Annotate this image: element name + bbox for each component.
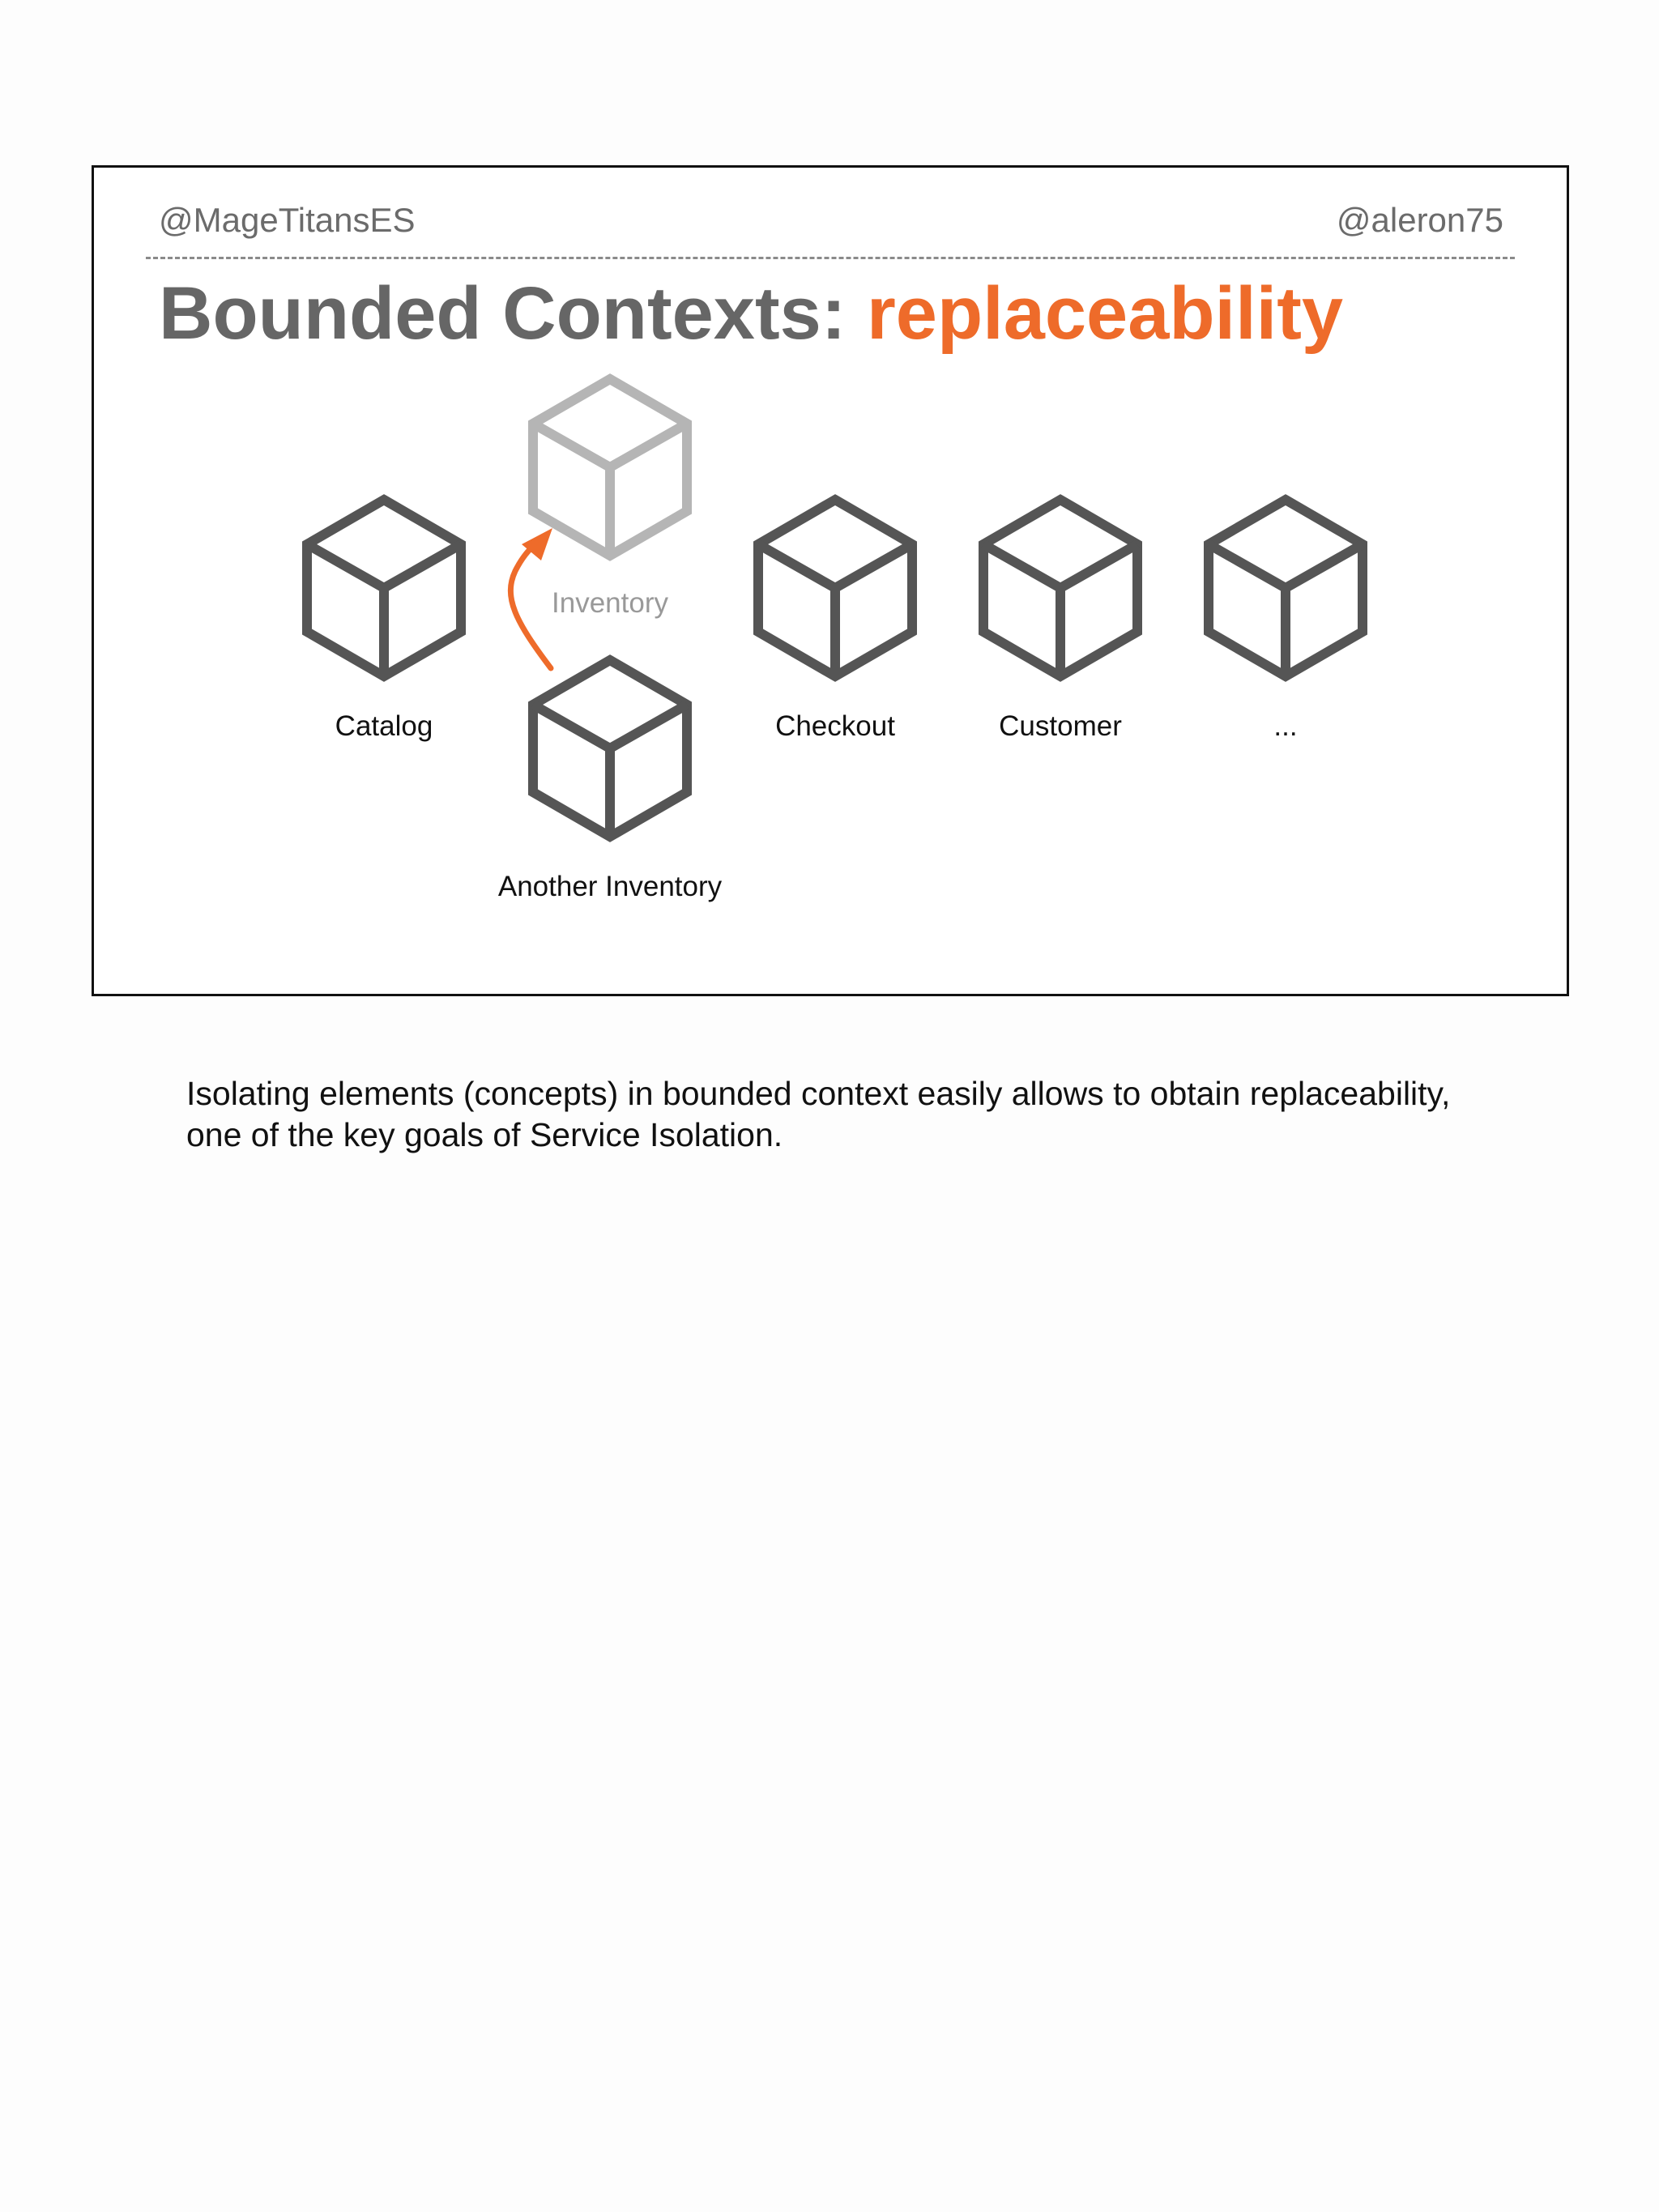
speaker-notes: Isolating elements (concepts) in bounded context easily allows to obtain replaceability, one of the key goals of Service Isolation. — [186, 1075, 1451, 1153]
cube-icon-customer — [983, 500, 1137, 676]
cube-icon-more — [1209, 500, 1363, 676]
label-inventory: Inventory — [552, 587, 668, 619]
cube-icon-inventory — [533, 379, 687, 556]
label-checkout: Checkout — [775, 710, 895, 742]
handle-right: @aleron75 — [1336, 201, 1503, 239]
cube-icon-catalog — [307, 500, 461, 676]
label-customer: Customer — [999, 710, 1122, 742]
cube-icon-another-inventory — [533, 660, 687, 837]
label-more: ... — [1273, 710, 1298, 742]
label-catalog: Catalog — [335, 710, 433, 742]
title-accent: replaceability — [866, 272, 1344, 355]
slide — [92, 165, 1569, 996]
context-diagram — [94, 168, 1567, 994]
handle-left: @MageTitansES — [159, 201, 416, 239]
label-another-inventory: Another Inventory — [497, 871, 723, 902]
cube-icon-checkout — [758, 500, 912, 676]
title-main: Bounded Contexts: — [159, 272, 867, 355]
